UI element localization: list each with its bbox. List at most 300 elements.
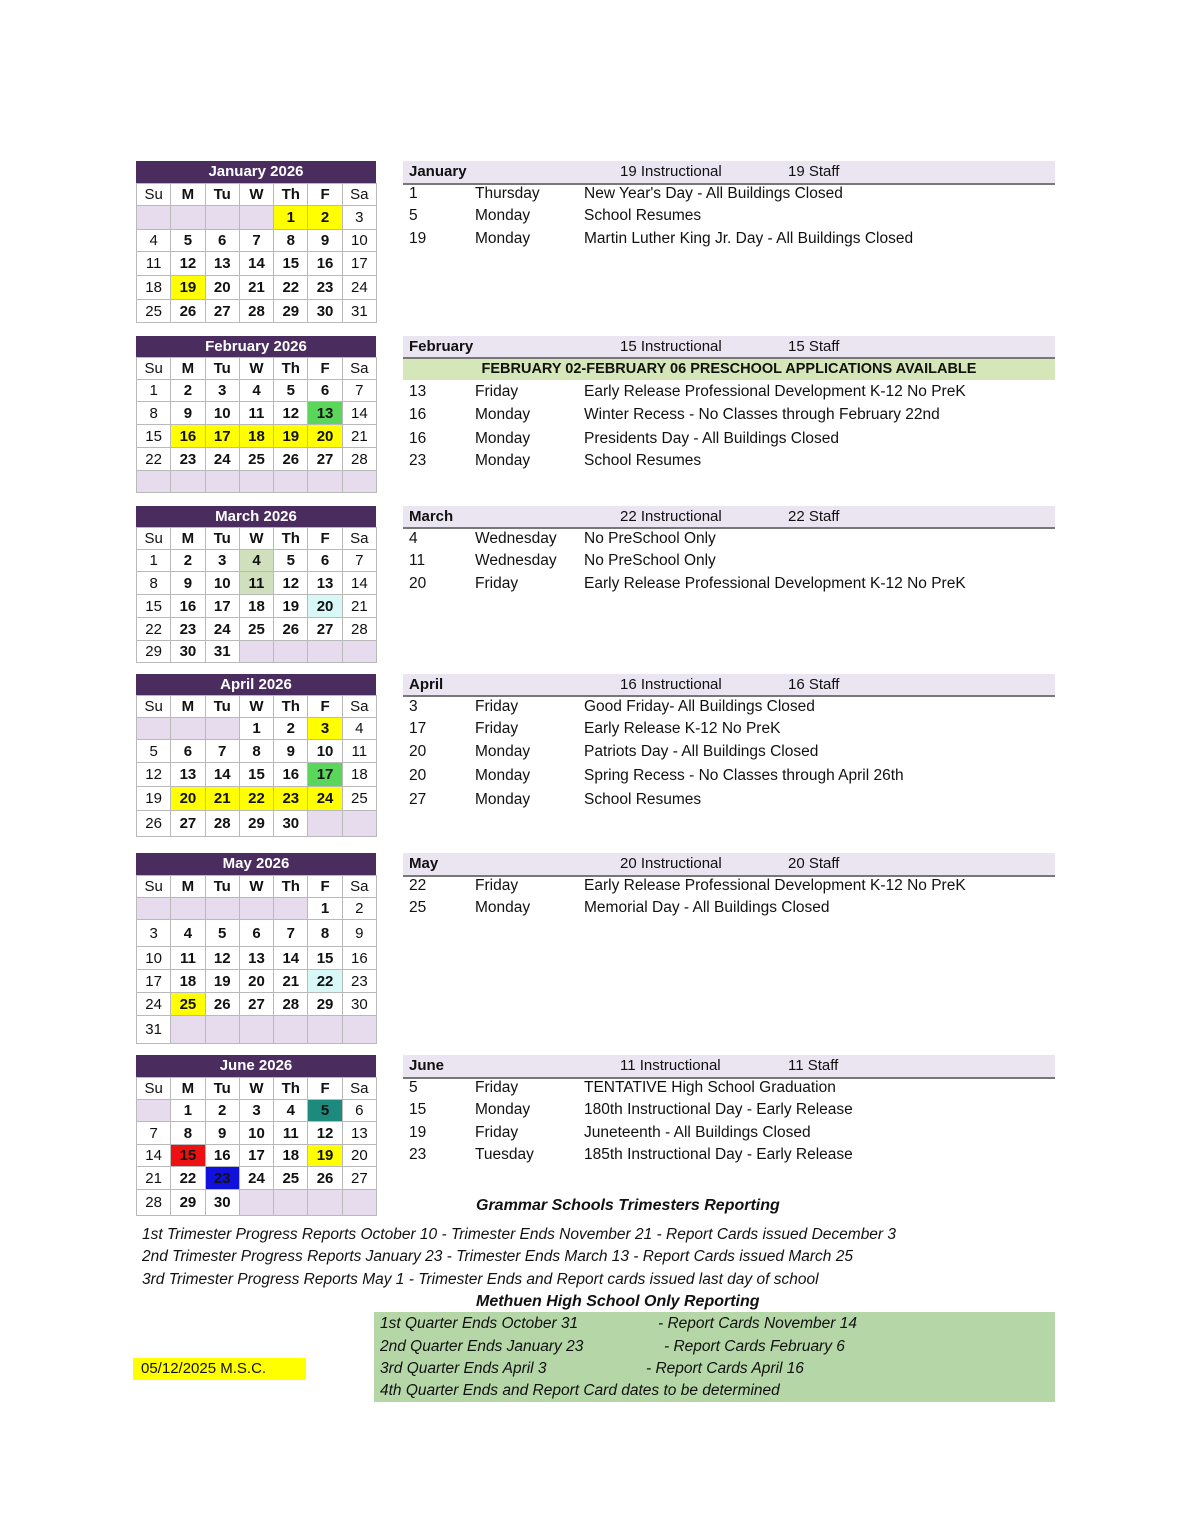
march-day-23: 23: [170, 617, 205, 641]
january-empty-cell: [136, 205, 171, 230]
april-day-22: 22: [239, 786, 274, 811]
february-day-6: 6: [307, 379, 342, 402]
february-day-4: 4: [239, 379, 274, 402]
january-staff-count: 19 Staff: [788, 163, 840, 180]
june-day-14: 14: [136, 1144, 171, 1167]
february-day-header-tu: Tu: [205, 357, 240, 380]
march-day-10: 10: [205, 571, 240, 595]
january-day-2: 2: [307, 205, 342, 230]
february-empty-cell: [170, 470, 205, 493]
april-day-16: 16: [273, 762, 308, 787]
january-day-15: 15: [273, 251, 308, 276]
february-day-header-w: W: [239, 357, 274, 380]
event-date: 23: [409, 452, 427, 469]
february-events-month: February: [409, 338, 474, 355]
may-day-27: 27: [239, 992, 274, 1016]
may-empty-cell: [239, 1015, 274, 1044]
may-day-5: 5: [205, 919, 240, 947]
june-day-11: 11: [273, 1121, 308, 1145]
may-empty-cell: [205, 1015, 240, 1044]
april-event-row: [403, 720, 1055, 740]
may-day-24: 24: [136, 992, 171, 1016]
event-date: 11: [409, 552, 426, 569]
may-event-row: [403, 899, 1055, 919]
may-empty-cell: [170, 897, 205, 920]
may-day-19: 19: [205, 969, 240, 993]
february-day-8: 8: [136, 401, 171, 425]
march-empty-cell: [239, 640, 274, 663]
event-description: Early Release Professional Development K-12 No PreK: [584, 383, 966, 400]
march-day-2: 2: [170, 549, 205, 572]
grammar-line-2: 2nd Trimester Progress Reports January 23 - Trimester Ends March 13 - Report Cards issued March 25: [142, 1248, 853, 1265]
march-day-26: 26: [273, 617, 308, 641]
january-day-14: 14: [239, 251, 274, 276]
april-day-3: 3: [307, 717, 342, 740]
hs-row-2-right: - Report Cards February 6: [664, 1338, 845, 1355]
january-day-27: 27: [205, 299, 240, 323]
may-day-26: 26: [205, 992, 240, 1016]
event-description: Juneteenth - All Buildings Closed: [584, 1124, 811, 1141]
april-events-month: April: [409, 676, 444, 693]
march-day-25: 25: [239, 617, 274, 641]
event-description: Early Release Professional Development K-12 No PreK: [584, 575, 966, 592]
february-day-26: 26: [273, 447, 308, 471]
event-date: 27: [409, 791, 427, 808]
may-empty-cell: [273, 897, 308, 920]
hs-row-3-left: 3rd Quarter Ends April 3: [380, 1360, 547, 1377]
february-event-row: [403, 430, 1055, 450]
april-day-27: 27: [170, 810, 205, 837]
february-event-row: [403, 406, 1055, 426]
event-date: 17: [409, 720, 427, 737]
january-day-header-su: Su: [136, 183, 171, 206]
event-description: Patriots Day - All Buildings Closed: [584, 743, 819, 760]
february-day-19: 19: [273, 424, 308, 448]
march-events-month: March: [409, 508, 454, 525]
april-day-header-sa: Sa: [342, 695, 377, 718]
march-event-row: [403, 575, 1055, 595]
april-day-26: 26: [136, 810, 171, 837]
event-date: 22: [409, 877, 427, 894]
april-day-9: 9: [273, 739, 308, 763]
event-date: 3: [409, 698, 418, 715]
june-day-6: 6: [342, 1099, 377, 1122]
march-day-header-w: W: [239, 527, 274, 550]
june-day-5: 5: [307, 1099, 342, 1122]
may-day-31: 31: [136, 1015, 171, 1044]
event-weekday: Friday: [475, 698, 519, 715]
event-weekday: Monday: [475, 430, 531, 447]
may-day-7: 7: [273, 919, 308, 947]
february-day-header-th: Th: [273, 357, 308, 380]
may-day-1: 1: [307, 897, 342, 920]
january-day-9: 9: [307, 229, 342, 252]
april-events-header: [403, 674, 1055, 697]
march-day-header-su: Su: [136, 527, 171, 550]
june-day-19: 19: [307, 1144, 342, 1167]
january-day-6: 6: [205, 229, 240, 252]
march-events-header: [403, 506, 1055, 529]
january-day-16: 16: [307, 251, 342, 276]
march-day-15: 15: [136, 594, 171, 618]
april-day-12: 12: [136, 762, 171, 787]
january-day-header-sa: Sa: [342, 183, 377, 206]
april-day-30: 30: [273, 810, 308, 837]
event-weekday: Friday: [475, 383, 519, 400]
february-day-21: 21: [342, 424, 377, 448]
may-day-header-th: Th: [273, 875, 308, 898]
march-day-8: 8: [136, 571, 171, 595]
february-day-9: 9: [170, 401, 205, 425]
january-event-row: [403, 230, 1055, 250]
may-empty-cell: [273, 1015, 308, 1044]
january-day-28: 28: [239, 299, 274, 323]
february-day-header-m: M: [170, 357, 205, 380]
april-day-14: 14: [205, 762, 240, 787]
june-day-header-f: F: [307, 1077, 342, 1100]
june-day-15: 15: [170, 1144, 205, 1167]
may-calendar-title: May 2026: [136, 853, 376, 875]
march-day-12: 12: [273, 571, 308, 595]
may-day-header-su: Su: [136, 875, 171, 898]
january-empty-cell: [170, 205, 205, 230]
february-day-25: 25: [239, 447, 274, 471]
april-day-11: 11: [342, 739, 377, 763]
may-event-row: [403, 877, 1055, 897]
june-day-29: 29: [170, 1189, 205, 1216]
february-empty-cell: [273, 470, 308, 493]
june-day-8: 8: [170, 1121, 205, 1145]
february-day-7: 7: [342, 379, 377, 402]
february-day-16: 16: [170, 424, 205, 448]
june-day-12: 12: [307, 1121, 342, 1145]
april-day-6: 6: [170, 739, 205, 763]
april-day-25: 25: [342, 786, 377, 811]
january-day-21: 21: [239, 275, 274, 300]
april-day-8: 8: [239, 739, 274, 763]
may-day-header-tu: Tu: [205, 875, 240, 898]
hs-row-2-left: 2nd Quarter Ends January 23: [380, 1338, 584, 1355]
march-day-13: 13: [307, 571, 342, 595]
april-day-2: 2: [273, 717, 308, 740]
event-date: 16: [409, 430, 427, 447]
january-day-25: 25: [136, 299, 171, 323]
june-day-3: 3: [239, 1099, 274, 1122]
event-description: New Year's Day - All Buildings Closed: [584, 185, 843, 202]
event-description: Martin Luther King Jr. Day - All Buildings Closed: [584, 230, 914, 247]
may-day-4: 4: [170, 919, 205, 947]
march-day-header-m: M: [170, 527, 205, 550]
april-event-row: [403, 767, 1055, 787]
march-day-1: 1: [136, 549, 171, 572]
may-events-month: May: [409, 855, 439, 872]
event-description: Early Release K-12 No PreK: [584, 720, 781, 737]
march-event-row: [403, 530, 1055, 550]
january-day-4: 4: [136, 229, 171, 252]
january-day-26: 26: [170, 299, 205, 323]
event-weekday: Friday: [475, 1079, 519, 1096]
june-day-18: 18: [273, 1144, 308, 1167]
event-weekday: Monday: [475, 791, 531, 808]
june-day-22: 22: [170, 1166, 205, 1190]
june-day-1: 1: [170, 1099, 205, 1122]
june-day-header-tu: Tu: [205, 1077, 240, 1100]
june-day-16: 16: [205, 1144, 240, 1167]
march-empty-cell: [342, 640, 377, 663]
february-empty-cell: [307, 470, 342, 493]
february-day-12: 12: [273, 401, 308, 425]
april-day-29: 29: [239, 810, 274, 837]
february-event-row: [403, 452, 1055, 472]
june-event-row: [403, 1146, 1055, 1166]
may-empty-cell: [307, 1015, 342, 1044]
june-day-27: 27: [342, 1166, 377, 1190]
february-day-header-sa: Sa: [342, 357, 377, 380]
february-day-header-f: F: [307, 357, 342, 380]
revision-stamp: 05/12/2025 M.S.C.: [133, 1358, 306, 1380]
june-event-row: [403, 1101, 1055, 1121]
event-date: 20: [409, 743, 427, 760]
march-event-row: [403, 552, 1055, 572]
event-date: 19: [409, 1124, 427, 1141]
january-day-5: 5: [170, 229, 205, 252]
january-day-24: 24: [342, 275, 377, 300]
june-day-4: 4: [273, 1099, 308, 1122]
february-day-27: 27: [307, 447, 342, 471]
june-empty-cell: [273, 1189, 308, 1216]
may-day-21: 21: [273, 969, 308, 993]
april-staff-count: 16 Staff: [788, 676, 840, 693]
january-event-row: [403, 185, 1055, 205]
april-day-21: 21: [205, 786, 240, 811]
march-day-19: 19: [273, 594, 308, 618]
june-event-row: [403, 1124, 1055, 1144]
january-events-month: January: [409, 163, 467, 180]
june-day-header-su: Su: [136, 1077, 171, 1100]
january-day-30: 30: [307, 299, 342, 323]
june-day-25: 25: [273, 1166, 308, 1190]
event-description: School Resumes: [584, 452, 702, 469]
february-day-24: 24: [205, 447, 240, 471]
march-day-24: 24: [205, 617, 240, 641]
event-weekday: Thursday: [475, 185, 540, 202]
may-day-13: 13: [239, 946, 274, 970]
march-day-16: 16: [170, 594, 205, 618]
april-day-20: 20: [170, 786, 205, 811]
grammar-line-1: 1st Trimester Progress Reports October 10 - Trimester Ends November 21 - Report Cards issued December 3: [142, 1226, 897, 1243]
may-day-14: 14: [273, 946, 308, 970]
june-day-7: 7: [136, 1121, 171, 1145]
event-description: 185th Instructional Day - Early Release: [584, 1146, 853, 1163]
february-day-17: 17: [205, 424, 240, 448]
april-day-4: 4: [342, 717, 377, 740]
june-event-row: [403, 1079, 1055, 1099]
february-day-20: 20: [307, 424, 342, 448]
may-day-25: 25: [170, 992, 205, 1016]
june-day-21: 21: [136, 1166, 171, 1190]
hs-row-4-left: 4th Quarter Ends and Report Card dates to be determined: [380, 1382, 780, 1399]
february-calendar-title: February 2026: [136, 336, 376, 357]
event-date: 1: [409, 185, 418, 202]
march-day-7: 7: [342, 549, 377, 572]
may-day-header-sa: Sa: [342, 875, 377, 898]
march-day-21: 21: [342, 594, 377, 618]
event-description: Winter Recess - No Classes through February 22nd: [584, 406, 940, 423]
march-day-31: 31: [205, 640, 240, 663]
april-day-header-tu: Tu: [205, 695, 240, 718]
april-day-header-w: W: [239, 695, 274, 718]
june-day-header-w: W: [239, 1077, 274, 1100]
january-day-19: 19: [170, 275, 205, 300]
event-weekday: Friday: [475, 877, 519, 894]
may-day-18: 18: [170, 969, 205, 993]
event-description: Memorial Day - All Buildings Closed: [584, 899, 830, 916]
february-empty-cell: [205, 470, 240, 493]
march-day-29: 29: [136, 640, 171, 663]
may-day-29: 29: [307, 992, 342, 1016]
february-day-22: 22: [136, 447, 171, 471]
event-description: Early Release Professional Development K-12 No PreK: [584, 877, 966, 894]
event-date: 16: [409, 406, 427, 423]
may-day-22: 22: [307, 969, 342, 993]
february-day-5: 5: [273, 379, 308, 402]
june-events-month: June: [409, 1057, 445, 1074]
june-calendar-title: June 2026: [136, 1055, 376, 1077]
high-school-report-box: [374, 1312, 1055, 1402]
april-day-header-su: Su: [136, 695, 171, 718]
january-day-header-tu: Tu: [205, 183, 240, 206]
event-date: 13: [409, 383, 427, 400]
february-day-18: 18: [239, 424, 274, 448]
may-empty-cell: [239, 897, 274, 920]
may-day-10: 10: [136, 946, 171, 970]
april-instructional-count: 16 Instructional: [620, 676, 722, 693]
event-date: 5: [409, 207, 418, 224]
june-day-26: 26: [307, 1166, 342, 1190]
event-weekday: Monday: [475, 767, 531, 784]
january-instructional-count: 19 Instructional: [620, 163, 722, 180]
january-day-header-f: F: [307, 183, 342, 206]
february-day-23: 23: [170, 447, 205, 471]
may-empty-cell: [136, 897, 171, 920]
event-date: 19: [409, 230, 427, 247]
march-instructional-count: 22 Instructional: [620, 508, 722, 525]
march-day-3: 3: [205, 549, 240, 572]
event-description: School Resumes: [584, 791, 702, 808]
january-day-18: 18: [136, 275, 171, 300]
event-description: Presidents Day - All Buildings Closed: [584, 430, 840, 447]
event-date: 23: [409, 1146, 427, 1163]
event-weekday: Tuesday: [475, 1146, 534, 1163]
may-day-2: 2: [342, 897, 377, 920]
january-day-header-w: W: [239, 183, 274, 206]
february-day-2: 2: [170, 379, 205, 402]
may-empty-cell: [170, 1015, 205, 1044]
may-events-header: [403, 853, 1055, 877]
january-day-10: 10: [342, 229, 377, 252]
march-day-header-tu: Tu: [205, 527, 240, 550]
june-day-header-sa: Sa: [342, 1077, 377, 1100]
february-instructional-count: 15 Instructional: [620, 338, 722, 355]
april-day-23: 23: [273, 786, 308, 811]
event-weekday: Friday: [475, 575, 519, 592]
february-day-28: 28: [342, 447, 377, 471]
may-day-header-w: W: [239, 875, 274, 898]
february-banner: FEBRUARY 02-FEBRUARY 06 PRESCHOOL APPLICATIONS AVAILABLE: [403, 359, 1055, 380]
april-empty-cell: [170, 717, 205, 740]
may-day-3: 3: [136, 919, 171, 947]
event-description: No PreSchool Only: [584, 552, 716, 569]
april-day-5: 5: [136, 739, 171, 763]
march-day-header-sa: Sa: [342, 527, 377, 550]
february-day-11: 11: [239, 401, 274, 425]
may-day-12: 12: [205, 946, 240, 970]
february-day-header-su: Su: [136, 357, 171, 380]
january-day-header-th: Th: [273, 183, 308, 206]
june-events-header: [403, 1055, 1055, 1079]
march-day-14: 14: [342, 571, 377, 595]
march-day-20: 20: [307, 594, 342, 618]
june-day-23: 23: [205, 1166, 240, 1190]
february-day-14: 14: [342, 401, 377, 425]
april-day-header-m: M: [170, 695, 205, 718]
event-date: 20: [409, 767, 427, 784]
may-day-6: 6: [239, 919, 274, 947]
may-day-20: 20: [239, 969, 274, 993]
april-event-row: [403, 743, 1055, 763]
june-day-9: 9: [205, 1121, 240, 1145]
april-day-19: 19: [136, 786, 171, 811]
january-day-17: 17: [342, 251, 377, 276]
event-date: 20: [409, 575, 427, 592]
may-day-9: 9: [342, 919, 377, 947]
june-day-28: 28: [136, 1189, 171, 1216]
march-empty-cell: [307, 640, 342, 663]
march-day-header-f: F: [307, 527, 342, 550]
january-event-row: [403, 207, 1055, 227]
march-day-28: 28: [342, 617, 377, 641]
june-empty-cell: [307, 1189, 342, 1216]
event-description: Spring Recess - No Classes through April 26th: [584, 767, 904, 784]
march-day-4: 4: [239, 549, 274, 572]
event-weekday: Wednesday: [475, 552, 557, 569]
event-date: 25: [409, 899, 427, 916]
may-empty-cell: [342, 1015, 377, 1044]
march-day-17: 17: [205, 594, 240, 618]
march-day-9: 9: [170, 571, 205, 595]
may-empty-cell: [205, 897, 240, 920]
may-day-17: 17: [136, 969, 171, 993]
may-day-28: 28: [273, 992, 308, 1016]
february-empty-cell: [136, 470, 171, 493]
february-day-3: 3: [205, 379, 240, 402]
january-day-8: 8: [273, 229, 308, 252]
hs-row-1-right: - Report Cards November 14: [658, 1315, 857, 1332]
january-day-header-m: M: [170, 183, 205, 206]
april-day-28: 28: [205, 810, 240, 837]
april-empty-cell: [136, 717, 171, 740]
march-day-6: 6: [307, 549, 342, 572]
march-empty-cell: [273, 640, 308, 663]
high-school-title: Methuen High School Only Reporting: [476, 1293, 760, 1310]
march-day-30: 30: [170, 640, 205, 663]
april-day-24: 24: [307, 786, 342, 811]
january-day-29: 29: [273, 299, 308, 323]
january-day-31: 31: [342, 299, 377, 323]
march-staff-count: 22 Staff: [788, 508, 840, 525]
april-day-10: 10: [307, 739, 342, 763]
event-description: No PreSchool Only: [584, 530, 716, 547]
